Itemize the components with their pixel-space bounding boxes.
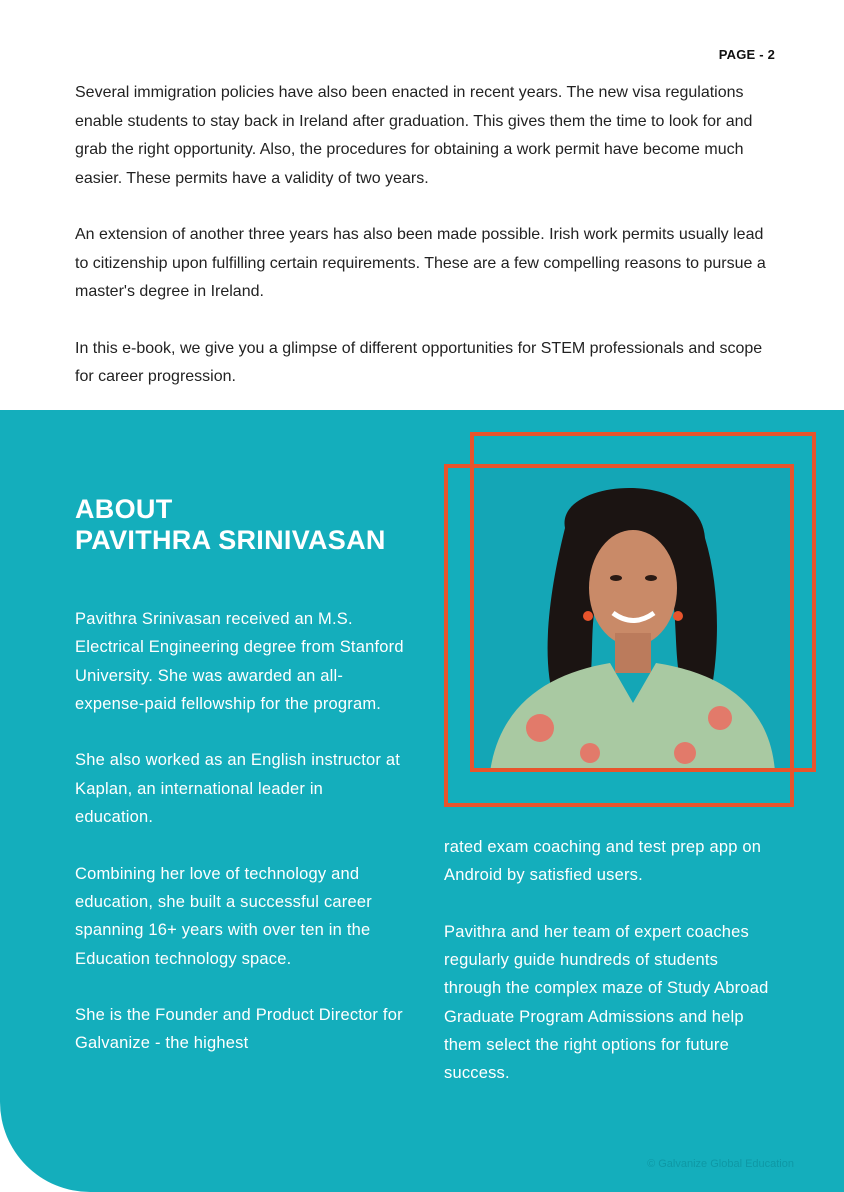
bio-paragraph: Pavithra and her team of expert coaches regularly guide hundreds of students through the complex maze of Study Abroad Graduate Program Admissions and help them select the right options for future success. [444,922,769,1083]
intro-paragraph: In this e-book, we give you a glimpse of different opportunities for STEM professionals and scope for career progression. [75,339,763,385]
bio-paragraph: Combining her love of technology and education, she built a successful career spanning 16+ years with over ten in the Education technology space. [75,864,372,968]
bio-paragraph: She is the Founder and Product Director for Galvanize - the highest [75,1006,403,1053]
page-label: PAGE - 2 [718,47,775,62]
bio-paragraph: rated exam coaching and test prep app on Android by satisfied users. [444,838,762,885]
about-heading [75,494,386,556]
intro-paragraph: An extension of another three years has also been made possible. Irish work permits usually lead to citizenship upon fulfilling certain requirements. These are a few compelling reasons to pursue a master's degree in Ireland. [75,226,766,300]
bio-paragraph: She also worked as an English instructor at Kaplan, an international leader in education. [75,751,401,827]
portrait-block [444,432,822,810]
footer-copyright: © Galvanize Global Education [647,1158,794,1170]
intro-text [75,79,775,420]
bio-paragraph: Pavithra Srinivasan received an M.S. Electrical Engineering degree from Stanford University. She was awarded an all-expense-paid fellowship for the program. [75,610,404,713]
about-right-column [444,833,774,1116]
about-left-column [75,605,405,1086]
about-heading-line2: PAVITHRA SRINIVASAN [75,525,386,555]
intro-paragraph: Several immigration policies have also been enacted in recent years. The new visa regulations enable students to stay back in Ireland after graduation. This gives them the time to look for and grab the right opportunity. Also, the procedures for obtaining a work permit have become much easier. These permits have a validity of two years. [75,84,753,187]
about-heading-line1: ABOUT [75,494,173,524]
decorative-frame-front [444,464,794,807]
